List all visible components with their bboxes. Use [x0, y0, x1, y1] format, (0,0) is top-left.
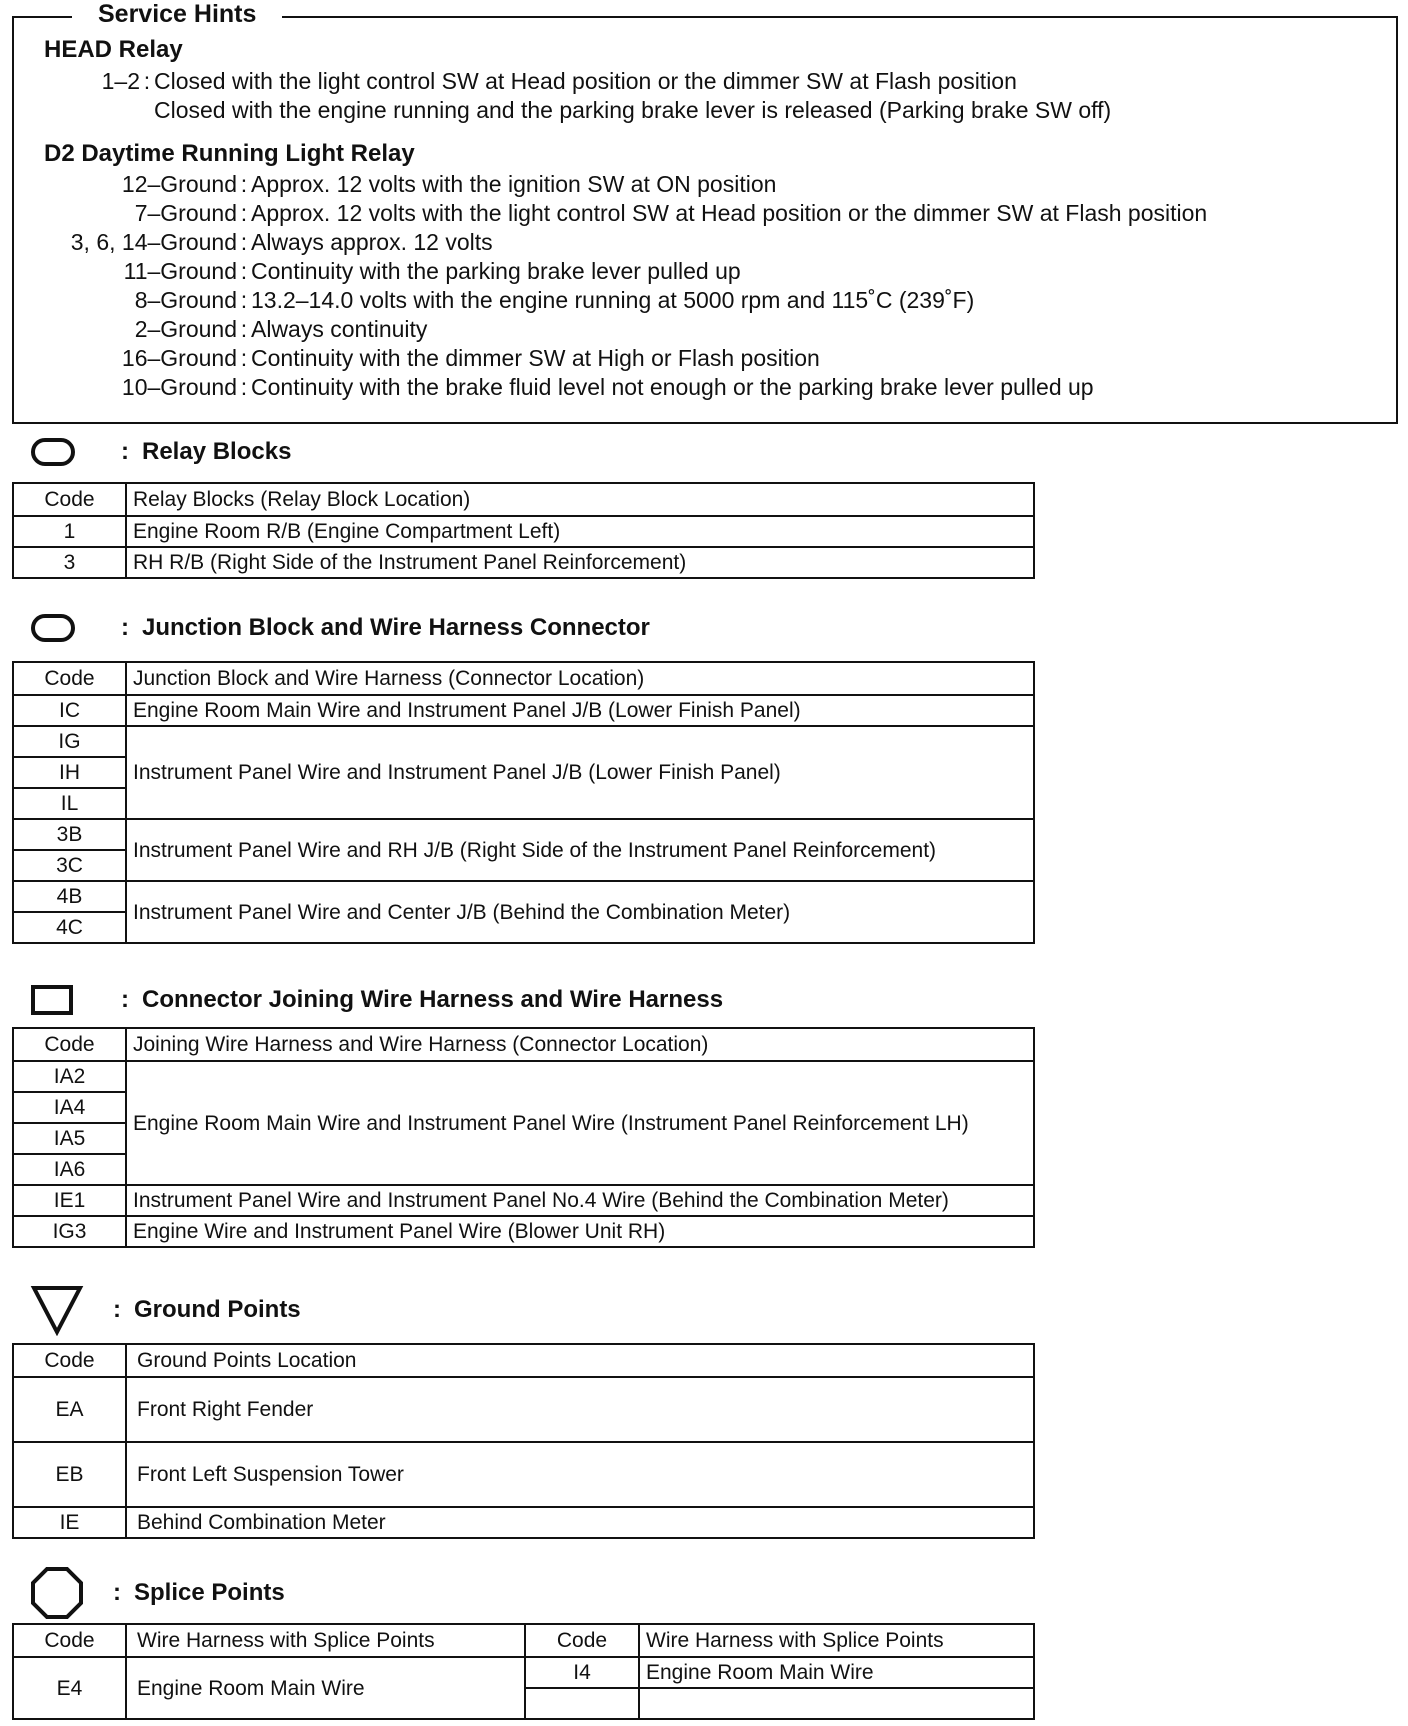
hint-colon: :: [143, 68, 151, 94]
hint-text: Approx. 12 volts with the light control SW at Head position or the dimmer SW at Flash position: [251, 200, 1208, 226]
hint-colon: :: [240, 258, 248, 284]
row-desc: Engine Wire and Instrument Panel Wire (Blower Unit RH): [126, 1216, 1034, 1247]
row-code: IH: [13, 757, 126, 788]
octagon-icon: [30, 1566, 90, 1620]
row-desc: Instrument Panel Wire and Instrument Panel J/B (Lower Finish Panel): [126, 726, 1034, 819]
header-desc: Junction Block and Wire Harness (Connector Location): [126, 662, 1034, 695]
hint-text: Continuity with the dimmer SW at High or Flash position: [251, 345, 820, 371]
rounded-rect-icon: [30, 432, 90, 472]
row-code-right: I4: [525, 1657, 639, 1688]
table-row: [13, 1507, 1034, 1538]
table-header-row: [13, 1624, 1034, 1657]
row-code: 4C: [13, 912, 126, 943]
d2-relay-heading: D2 Daytime Running Light Relay: [44, 140, 415, 167]
row-code: IA5: [13, 1123, 126, 1154]
header-desc-right: Wire Harness with Splice Points: [639, 1624, 1034, 1657]
row-code: 3: [13, 547, 126, 578]
table-row: [13, 516, 1034, 547]
hint-term: 1–2: [101, 68, 140, 94]
table-row: [13, 1185, 1034, 1216]
section-title-text: Splice Points: [134, 1579, 285, 1606]
hint-line: [40, 287, 974, 314]
section-title-text: Relay Blocks: [142, 438, 292, 465]
service-hints-title: Service Hints: [72, 0, 282, 28]
title-colon: :: [113, 1579, 121, 1606]
row-code: IA6: [13, 1154, 126, 1185]
table-row: [13, 819, 1034, 850]
header-code: Code: [13, 483, 126, 516]
header-code: Code: [13, 1344, 126, 1377]
row-desc-right: Engine Room Main Wire: [639, 1657, 1034, 1688]
splice-points-title: [30, 1566, 285, 1620]
header-code-right: Code: [525, 1624, 639, 1657]
hint-line: [40, 229, 493, 256]
header-code: Code: [13, 662, 126, 695]
hint-colon: :: [240, 374, 248, 400]
hint-term: 3, 6, 14–Ground: [70, 229, 237, 255]
row-desc: Engine Room Main Wire and Instrument Panel J/B (Lower Finish Panel): [126, 695, 1034, 726]
rounded-rect-icon: [30, 608, 90, 648]
connectors-title: [30, 980, 723, 1020]
title-colon: :: [121, 438, 129, 465]
row-desc: Engine Room Main Wire and Instrument Panel Wire (Instrument Panel Reinforcement LH): [126, 1061, 1034, 1185]
table-row: [13, 726, 1034, 757]
junction-blocks-title: [30, 608, 650, 648]
hint-text: Always continuity: [251, 316, 428, 342]
hint-line: [40, 258, 741, 285]
hint-text: Always approx. 12 volts: [251, 229, 493, 255]
hint-term: 16–Ground: [121, 345, 237, 371]
row-code: E4: [13, 1657, 126, 1719]
hint-text: 13.2–14.0 volts with the engine running at 5000 rpm and 115˚C (239˚F): [251, 287, 975, 313]
row-code: IG: [13, 726, 126, 757]
hint-text: Closed with the engine running and the parking brake lever is released (Parking brake SW off): [154, 97, 1112, 123]
header-code: Code: [13, 1028, 126, 1061]
hint-term: 8–Ground: [134, 287, 237, 313]
row-code: 4B: [13, 881, 126, 912]
row-code: IE1: [13, 1185, 126, 1216]
table-row: [13, 547, 1034, 578]
table-row: [13, 1442, 1034, 1507]
hint-text: Continuity with the brake fluid level not enough or the parking brake lever pulled up: [251, 374, 1094, 400]
row-code: IL: [13, 788, 126, 819]
row-code: 3B: [13, 819, 126, 850]
row-code: IC: [13, 695, 126, 726]
table-row: [13, 1657, 1034, 1688]
row-desc: Instrument Panel Wire and Center J/B (Behind the Combination Meter): [126, 881, 1034, 943]
row-desc: Front Right Fender: [126, 1377, 1034, 1442]
hint-line: [154, 97, 1111, 124]
hint-term: 10–Ground: [121, 374, 237, 400]
table-row: [13, 1216, 1034, 1247]
head-relay-heading: HEAD Relay: [44, 36, 183, 63]
table-header-row: [13, 483, 1034, 516]
hint-line: [40, 374, 1094, 401]
hint-text: Approx. 12 volts with the ignition SW at ON position: [251, 171, 777, 197]
row-desc: Engine Room R/B (Engine Compartment Left): [126, 516, 1034, 547]
hint-line: [40, 345, 820, 372]
row-code: IA4: [13, 1092, 126, 1123]
ground-points-title: [30, 1284, 301, 1336]
header-code: Code: [13, 1624, 126, 1657]
title-colon: :: [121, 614, 129, 641]
section-title-text: Junction Block and Wire Harness Connector: [142, 614, 650, 641]
row-desc: Behind Combination Meter: [126, 1507, 1034, 1538]
junction-blocks-table: [12, 661, 1035, 944]
hint-colon: :: [240, 287, 248, 313]
header-desc: Joining Wire Harness and Wire Harness (Connector Location): [126, 1028, 1034, 1061]
row-code: 1: [13, 516, 126, 547]
row-desc-right: [639, 1688, 1034, 1719]
header-desc: Relay Blocks (Relay Block Location): [126, 483, 1034, 516]
row-code: IA2: [13, 1061, 126, 1092]
row-desc: Engine Room Main Wire: [126, 1657, 525, 1719]
hint-colon: :: [240, 345, 248, 371]
table-header-row: [13, 1344, 1034, 1377]
relay-blocks-title: [30, 432, 291, 472]
hint-line: [40, 316, 427, 343]
hint-term: 12–Ground: [121, 171, 237, 197]
hint-line: [40, 200, 1207, 227]
table-row: [13, 695, 1034, 726]
row-desc: Front Left Suspension Tower: [126, 1442, 1034, 1507]
hint-line: [40, 171, 776, 198]
table-row: [13, 1377, 1034, 1442]
hint-colon: :: [240, 171, 248, 197]
table-header-row: [13, 662, 1034, 695]
header-desc: Ground Points Location: [126, 1344, 1034, 1377]
row-code: EA: [13, 1377, 126, 1442]
table-row: [13, 1061, 1034, 1092]
square-icon: [30, 980, 90, 1020]
row-desc: RH R/B (Right Side of the Instrument Panel Reinforcement): [126, 547, 1034, 578]
hint-text: Continuity with the parking brake lever pulled up: [251, 258, 741, 284]
hint-colon: :: [240, 200, 248, 226]
splice-points-table: [12, 1623, 1035, 1720]
section-title-text: Connector Joining Wire Harness and Wire Harness: [142, 986, 724, 1013]
hint-term: 11–Ground: [123, 258, 237, 284]
row-code: IE: [13, 1507, 126, 1538]
row-code: EB: [13, 1442, 126, 1507]
table-header-row: [13, 1028, 1034, 1061]
row-desc: Instrument Panel Wire and RH J/B (Right Side of the Instrument Panel Reinforcement): [126, 819, 1034, 881]
row-code: 3C: [13, 850, 126, 881]
hint-text: Closed with the light control SW at Head position or the dimmer SW at Flash position: [154, 68, 1017, 94]
hint-term: 2–Ground: [134, 316, 237, 342]
connectors-table: [12, 1027, 1035, 1248]
title-colon: :: [113, 1296, 121, 1323]
ground-points-table: [12, 1343, 1035, 1539]
section-title-text: Ground Points: [134, 1296, 301, 1323]
title-colon: :: [121, 986, 129, 1013]
header-desc: Wire Harness with Splice Points: [126, 1624, 525, 1657]
hint-colon: :: [240, 229, 248, 255]
hint-term: 7–Ground: [134, 200, 237, 226]
table-row: [13, 881, 1034, 912]
row-code: IG3: [13, 1216, 126, 1247]
relay-blocks-table: [12, 482, 1035, 579]
ground-triangle-icon: [30, 1284, 90, 1336]
hint-colon: :: [240, 316, 248, 342]
row-code-right: [525, 1688, 639, 1719]
row-desc: Instrument Panel Wire and Instrument Panel No.4 Wire (Behind the Combination Meter): [126, 1185, 1034, 1216]
hint-line: [40, 68, 1017, 95]
